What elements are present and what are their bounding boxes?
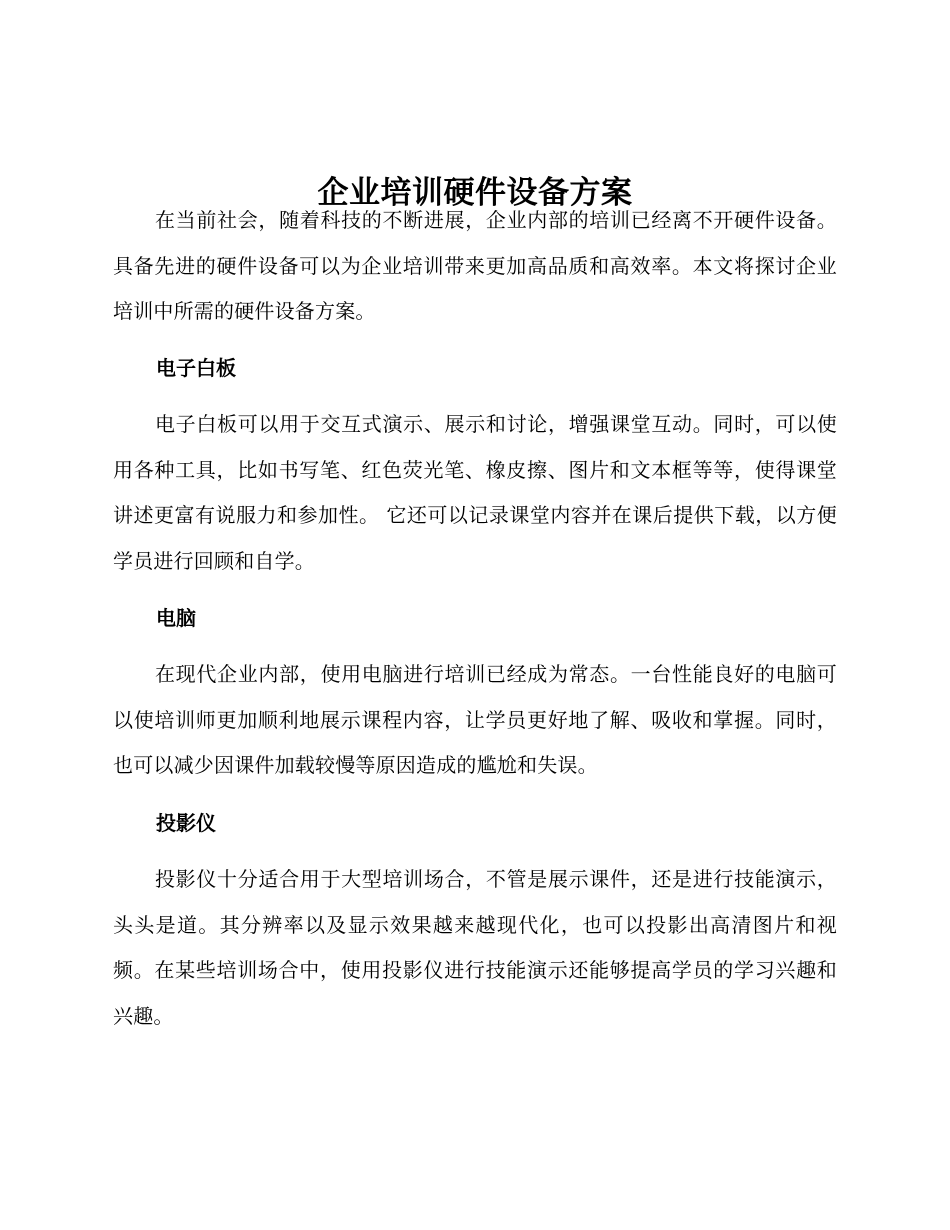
- section-heading-computer: 电脑: [156, 606, 196, 630]
- section-body-whiteboard: 电子白板可以用于交互式演示、展示和讨论，增强课堂互动。同时，可以使用各种工具，比如书写笔、红色荧光笔、橡皮擦、图片和文本框等等，使得课堂讲述更富有说服力和参加性。 它还可以记录课堂内容并在课后提供下载，以方便学员进行回顾和自学。: [113, 412, 837, 573]
- section-body-whiteboard-block: [113, 402, 837, 584]
- section-body-projector-block: [113, 857, 837, 1039]
- section-heading-projector: 投影仪: [156, 811, 216, 835]
- section-body-projector: 投影仪十分适合用于大型培训场合，不管是展示课件，还是进行技能演示，头头是道。其分辨率以及显示效果越来越现代化，也可以投影出高清图片和视频。在某些培训场合中，使用投影仪进行技能演示还能够提高学员的学习兴趣和兴趣。: [113, 867, 837, 1028]
- intro-block: [113, 198, 837, 335]
- section-body-computer-block: [113, 652, 837, 789]
- section-body-computer: 在现代企业内部，使用电脑进行培训已经成为常态。一台性能良好的电脑可以使培训师更加顺利地展示课程内容，让学员更好地了解、吸收和掌握。同时，也可以减少因课件加载较慢等原因造成的尴尬和失误。: [113, 662, 837, 777]
- section-heading-whiteboard: 电子白板: [156, 356, 236, 380]
- intro-paragraph: 在当前社会，随着科技的不断进展，企业内部的培训已经离不开硬件设备。具备先进的硬件设备可以为企业培训带来更加高品质和高效率。本文将探讨企业培训中所需的硬件设备方案。: [113, 208, 837, 323]
- document-title: 企业培训硬件设备方案: [317, 174, 633, 211]
